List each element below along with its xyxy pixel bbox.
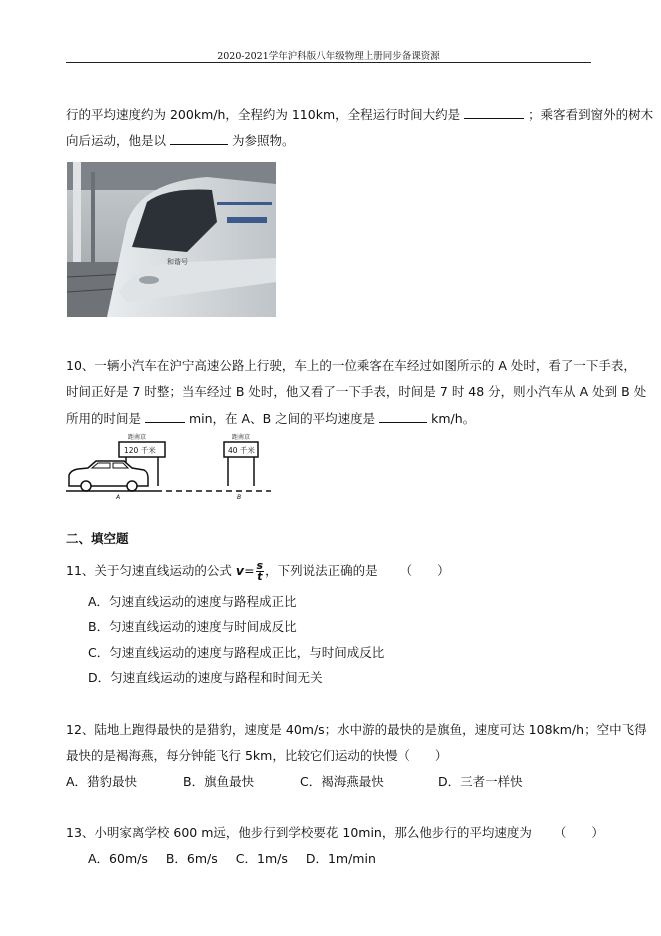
formula-denominator: t [257, 570, 263, 583]
section-title: 二、填空题 [66, 531, 129, 546]
point-a-label: A [116, 494, 121, 500]
q10-blank-speed[interactable] [379, 410, 427, 423]
q11-option-a[interactable]: A．匀速直线运动的速度与路程成正比 [88, 594, 297, 609]
q12-option-d[interactable]: D．三者一样快 [438, 774, 523, 789]
q10-line-3 [66, 410, 475, 427]
q13-option-b[interactable]: B．6m/s [165, 851, 218, 866]
q11-option-b[interactable]: B．匀速直线运动的速度与时间成反比 [88, 619, 297, 634]
road-diagram [66, 430, 271, 500]
q13-stem [66, 825, 604, 841]
q11-option-d[interactable]: D．匀速直线运动的速度与路程和时间无关 [88, 670, 323, 685]
q12-option-c[interactable]: C．褐海燕最快 [300, 774, 384, 789]
formula-numerator: s [256, 559, 264, 572]
page-header: 2020-2021学年沪科版八年级物理上册同步备课资源 [217, 51, 440, 62]
q9-text-2b: 为参照物。 [231, 133, 295, 148]
q9-line-1 [66, 106, 653, 123]
q12-option-a[interactable]: A．猎豹最快 [66, 774, 138, 789]
sign-a-heading: 距南京 [128, 434, 147, 441]
q11-answer-paren[interactable]: （ ） [399, 563, 450, 578]
q13-stem-text: 13、小明家离学校 600 m远，他步行到学校要花 10min，那么他步行的平均速度为 [66, 825, 532, 840]
q11-stem [66, 561, 450, 582]
q12-line-2: 最快的是褐海燕，每分钟能飞行 5km，比较它们运动的快慢（ ） [66, 748, 448, 763]
q10-text-3b: min，在 A、B 之间的平均速度是 [188, 411, 376, 426]
q9-text-1a: 行的平均速度约为 200km/h，全程约为 110km，全程运行时间大约是 [66, 107, 461, 122]
q13-option-c[interactable]: C．1m/s [235, 851, 288, 866]
q13-options [88, 851, 376, 867]
q10-text-3a: 所用的时间是 [66, 411, 142, 426]
formula-fraction [256, 561, 265, 582]
svg-text:和谐号: 和谐号 [167, 258, 188, 266]
point-b-label: B [237, 494, 242, 500]
sign-a-text: 120 千米 [124, 446, 156, 455]
q9-text-2a: 向后运动，他是以 [66, 133, 167, 148]
sign-b-heading: 距南京 [232, 434, 251, 441]
q12-option-b[interactable]: B．旗鱼最快 [183, 774, 255, 789]
q11-stem-b: ，下列说法正确的是 [265, 563, 378, 578]
q11-option-c[interactable]: C．匀速直线运动的速度与路程成正比，与时间成反比 [88, 645, 385, 660]
q9-blank-reference[interactable] [170, 132, 228, 145]
q13-option-d[interactable]: D．1m/min [305, 851, 376, 866]
q12-line-1: 12、陆地上跑得最快的是猎豹，速度是 40m/s；水中游的最快的是旗鱼，速度可达 108km/h；空中飞得 [66, 722, 647, 737]
formula-v: v [235, 563, 245, 578]
q9-text-1b: ；乘客看到窗外的树木 [528, 107, 654, 122]
q13-answer-paren[interactable]: （ ） [553, 825, 604, 840]
q9-blank-time[interactable] [464, 106, 524, 119]
q10-text-3c: km/h。 [431, 411, 476, 426]
q11-stem-a: 11、关于匀速直线运动的公式 [66, 563, 232, 578]
q13-option-a[interactable]: A．60m/s [88, 851, 148, 866]
formula-equals: = [244, 563, 255, 578]
header-rule [66, 62, 591, 63]
q9-line-2 [66, 132, 295, 149]
sign-b-text: 40 千米 [228, 446, 255, 455]
q10-line-1: 10、一辆小汽车在沪宁高速公路上行驶，车上的一位乘客在车经过如图所示的 A 处时，看了一下手表， [66, 358, 636, 373]
q10-blank-minutes[interactable] [145, 410, 185, 423]
train-photo [67, 162, 276, 317]
q10-line-2: 时间正好是 7 时整；当车经过 B 处时，他又看了一下手表，时间是 7 时 48 分，则小汽车从 A 处到 B 处 [66, 384, 647, 399]
